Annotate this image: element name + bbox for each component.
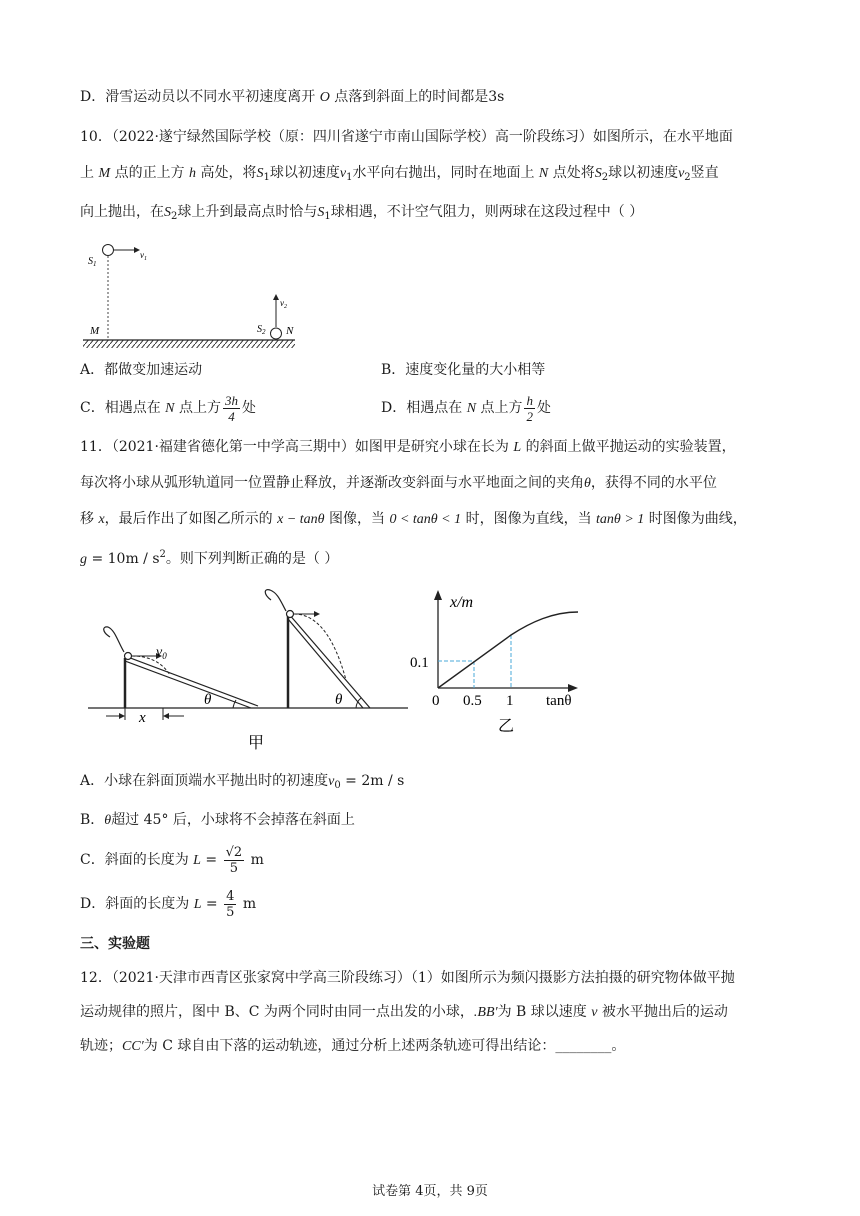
text: 时图像为曲线， — [644, 511, 747, 527]
text: 超过 45° 后，小球将不会掉落在斜面上 — [111, 812, 355, 828]
tick-origin: 0 — [432, 693, 440, 709]
text: 点上方 — [174, 400, 221, 416]
q11-option-b — [80, 810, 355, 831]
subscript: 1 — [263, 172, 270, 183]
text: = 10m / s — [87, 551, 160, 567]
text: C．斜面的长度为 — [80, 852, 194, 868]
y-axis-arrowhead — [434, 590, 442, 600]
text: 点上方 — [476, 400, 523, 416]
text: 高处，将 — [196, 165, 257, 181]
fraction-sqrt2-over-5: $\frac{√2}{5}$ — [225, 844, 243, 876]
text: D．斜面的长度为 — [80, 896, 194, 912]
label-v1: $v_1$ — [140, 250, 147, 262]
caption-jia: 甲 — [248, 735, 265, 752]
subscript: 0 — [334, 780, 341, 791]
label-theta-right: θ — [335, 692, 343, 708]
height-h: h — [189, 166, 197, 181]
x-dim-arrowhead-left — [119, 713, 125, 719]
text: 处 — [241, 400, 256, 416]
q10-option-a: A．都做变加速运动 — [80, 362, 203, 378]
subscript: 2 — [601, 172, 609, 183]
q11-option-a — [80, 771, 404, 796]
text: 被水平抛出后的运动 — [597, 1004, 728, 1020]
q12-stem-line2 — [80, 1002, 728, 1023]
label-n: N — [286, 325, 294, 337]
curved-track-right — [265, 590, 286, 611]
point-n: N — [538, 166, 549, 181]
ball-s: S — [594, 166, 602, 181]
label-v0: $v_0$ — [156, 645, 167, 661]
y-axis-label: x/m — [450, 594, 474, 611]
expression: x − tanθ — [277, 512, 325, 527]
expression: 0 < tanθ < 1 — [389, 512, 462, 527]
text: 球以初速度 — [269, 165, 340, 181]
label-v2: $v_2$ — [280, 298, 287, 310]
fraction-4-over-5: $\frac{4}{5}$ — [226, 888, 235, 920]
incline-right-top — [288, 613, 370, 708]
text: 为 C 球自由下落的运动轨迹，通过分析上述两条轨迹可得出结论： — [143, 1038, 556, 1054]
q11-option-c — [80, 840, 264, 880]
tick-x-05: 0.5 — [463, 693, 482, 709]
label-x: x — [139, 710, 146, 726]
angle-theta: θ — [584, 476, 591, 491]
q11-stem-line1 — [80, 437, 736, 458]
q11-stem-line3 — [80, 509, 747, 530]
answer-blank[interactable]: ________ — [555, 1038, 612, 1054]
text: D．相遇点在 — [381, 400, 467, 416]
point-m: M — [98, 166, 111, 181]
velocity-v: v — [339, 166, 347, 181]
text: m — [238, 896, 257, 912]
curve-x-vs-tan — [438, 612, 578, 688]
text: 竖直 — [690, 165, 719, 181]
q10-stem-line1: 10．（2022·遂宁绿然国际学校（原：四川省遂宁市南山国际学校）高一阶段练习）如图所示，在水平地面 — [80, 129, 733, 145]
curved-track-left — [104, 627, 124, 652]
incline-left-top — [125, 656, 258, 706]
text: = — [200, 852, 222, 868]
q10-option-b: B．速度变化量的大小相等 — [381, 362, 546, 378]
length-l: L — [513, 440, 522, 455]
text: C．相遇点在 — [80, 400, 166, 416]
point-o: O — [319, 90, 330, 105]
text: 移 — [80, 511, 99, 527]
q11-option-d — [80, 884, 256, 924]
fraction-h-over-2: $\frac{h}{2}$ — [526, 392, 533, 424]
gravity-g: g — [80, 552, 87, 567]
ball-s: S — [164, 205, 171, 220]
subscript: 2 — [684, 172, 691, 183]
label-theta-left: θ — [204, 692, 212, 708]
ball-s1 — [103, 245, 114, 256]
ball-left — [125, 653, 132, 660]
text: 时，图像为直线，当 — [461, 511, 597, 527]
q12-stem-line3 — [80, 1036, 625, 1057]
label-s1: $S_1$ — [88, 256, 97, 268]
text: ，最后作出了如图乙所示的 — [104, 511, 278, 527]
q11-stem-line2 — [80, 473, 717, 494]
subscript: 1 — [324, 211, 331, 222]
q9-option-d-tail: 点落到斜面上的时间都是3s — [329, 89, 505, 105]
text: 球相遇，不计空气阻力，则两球在这段过程中（ ） — [330, 204, 644, 220]
text: 水平向右抛出，同时在地面上 — [352, 165, 539, 181]
q10-stem-line3 — [80, 202, 643, 227]
x-axis-label: tanθ — [546, 693, 572, 709]
q11-stem-line4 — [80, 545, 338, 570]
q12-stem-line1: 12．（2021·天津市西青区张家窝中学高三阶段练习）（1）如图所示为频闪摄影方法拍摄的研究物体做平抛 — [80, 970, 735, 986]
q9-option-d — [80, 87, 504, 108]
q11-figure-yi — [408, 588, 608, 738]
tick-x-1: 1 — [506, 693, 514, 709]
subscript: 1 — [346, 172, 353, 183]
superscript: 2 — [159, 549, 166, 560]
length-l: L — [193, 853, 201, 868]
text: 。则下列判断正确的是（ ） — [165, 551, 339, 567]
text: 球上升到最高点时恰与 — [177, 204, 318, 220]
q9-option-d-text: D．滑雪运动员以不同水平初速度离开 — [80, 89, 320, 105]
caption-yi: 乙 — [498, 718, 515, 735]
variable-x: x — [98, 512, 105, 527]
trajectory-right — [294, 614, 346, 680]
text: 上 — [80, 165, 99, 181]
point-n: N — [466, 401, 477, 416]
x-dim-arrowhead-right — [163, 713, 169, 719]
v2-arrowhead — [273, 294, 279, 300]
text: 每次将小球从弧形轨道同一位置静止释放，并逐渐改变斜面与水平地面之间的夹角 — [80, 475, 584, 491]
q11-figure-jia — [88, 580, 408, 756]
text: 点的正上方 — [110, 165, 190, 181]
text: = — [201, 896, 223, 912]
fraction-3h-over-4: $\frac{3h}{4}$ — [224, 392, 238, 424]
text: B． — [80, 812, 105, 828]
section-heading: 三、实验题 — [80, 936, 150, 952]
text: 。 — [611, 1038, 626, 1054]
text: 处 — [536, 400, 551, 416]
page-footer: 试卷第 4页，共 9页 — [372, 1184, 488, 1199]
text: 图像，当 — [324, 511, 390, 527]
incline-left-bottom — [125, 661, 251, 708]
tick-y-01: 0.1 — [410, 655, 429, 671]
subscript: 2 — [171, 211, 178, 222]
ball-s: S — [256, 166, 264, 181]
q10-stem-line2 — [80, 163, 719, 188]
text: 11．（2021·福建省德化第一中学高三期中）如图甲是研究小球在长为 — [80, 439, 514, 455]
expression: tanθ > 1 — [596, 512, 645, 527]
text: m — [246, 852, 264, 868]
text: 轨迹； — [80, 1038, 122, 1054]
text: 球以初速度 — [608, 165, 679, 181]
text: A．小球在斜面顶端水平抛出时的初速度 — [80, 773, 329, 789]
text: = 2m / s — [340, 773, 405, 789]
x-axis-arrowhead — [568, 684, 578, 692]
ball-right — [287, 611, 294, 618]
q10-figure — [80, 236, 300, 354]
length-l: L — [193, 897, 202, 912]
q10-option-c — [80, 389, 256, 427]
text: 为 B 球以速度 — [497, 1004, 592, 1020]
text: 的斜面上做平抛运动的实验装置， — [521, 439, 736, 455]
angle-theta: θ — [104, 813, 112, 828]
velocity-v: v — [591, 1005, 598, 1020]
v0-arrowhead-right — [314, 611, 320, 617]
text: 向上抛出，在 — [80, 204, 164, 220]
velocity-v: v — [328, 774, 335, 789]
text: 运动规律的照片，图中 B、C 为两个同时由同一点出发的小球， — [80, 1004, 474, 1020]
ball-s: S — [317, 205, 325, 220]
label-s2: $S_2$ — [257, 324, 266, 336]
label-m: M — [90, 325, 100, 337]
trajectory-cc: CC′ — [122, 1039, 144, 1054]
ground-hatching — [83, 340, 295, 348]
velocity-v: v — [678, 166, 685, 181]
point-n: N — [165, 401, 175, 416]
text: 点处将 — [548, 165, 595, 181]
ball-s2 — [271, 328, 282, 339]
trajectory-bb: .BB′ — [473, 1005, 498, 1020]
q10-option-d — [381, 389, 551, 427]
text: ，获得不同的水平位 — [590, 475, 717, 491]
